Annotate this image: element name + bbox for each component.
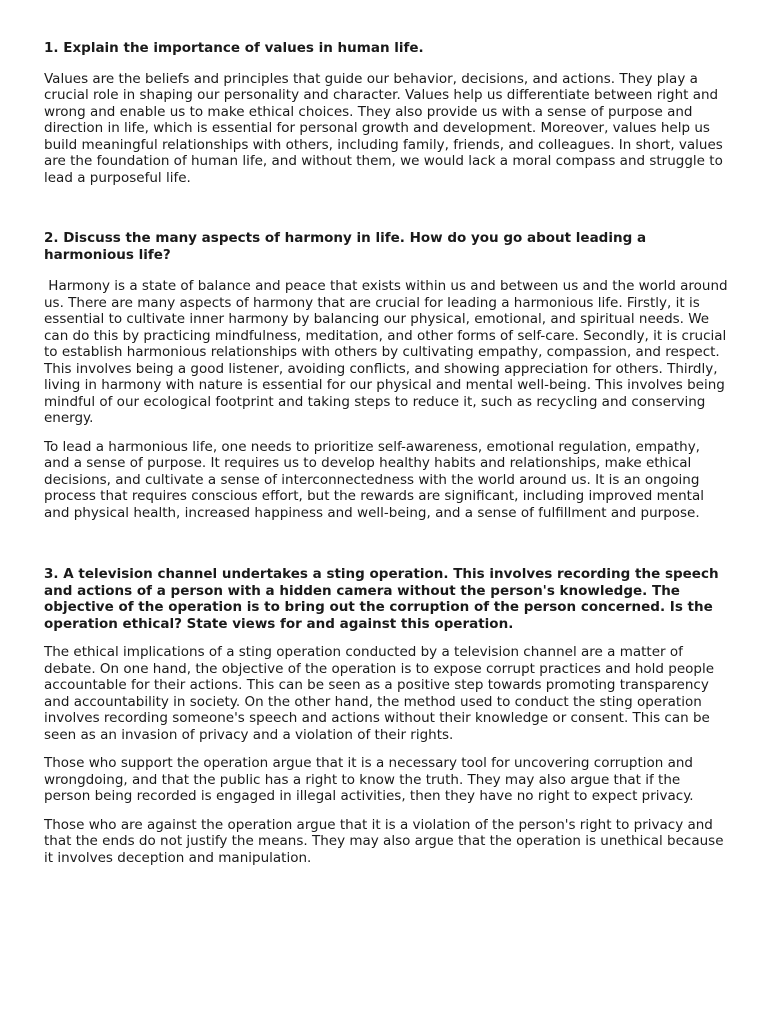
answer-1-paragraph-1: Values are the beliefs and principles that guide our behavior, decisions, and actions. They play a crucial role in shaping our personality and character. Values help us differentiate between right and wrong and enable us to make ethical choices. They also provide us with a sense of purpose and direction in life, which is essential for personal growth and development. Moreover, values help us build meaningful relationships with others, including family, friends, and colleagues. In short, values are the foundation of human life, and without them, we would lack a moral compass and struggle to lead a purposeful life. — [44, 70, 723, 186]
question-1-heading: 1. Explain the importance of values in human life. — [44, 40, 424, 56]
answer-2-paragraph-2: To lead a harmonious life, one needs to prioritize self-awareness, emotional regulation, empathy, and a sense of purpose. It requires us to develop healthy habits and relationships, make ethical decisions, and cultivate a sense of interconnectedness with the world around us. It is an ongoing process that requires conscious effort, but the rewards are significant, including improved mental and physical health, increased happiness and well-being, and a sense of fulfillment and purpose. — [44, 438, 704, 521]
question-2-heading: 2. Discuss the many aspects of harmony in life. How do you go about leading a harmonious life? — [44, 230, 647, 263]
answer-3-paragraph-3: Those who are against the operation argue that it is a violation of the person's right to privacy and that the ends do not justify the means. They may also argue that the operation is unethical because it involves deception and manipulation. — [44, 816, 724, 866]
answer-3-paragraph-2: Those who support the operation argue that it is a necessary tool for uncovering corruption and wrongdoing, and that the public has a right to know the truth. They may also argue that if the person being recorded is engaged in illegal activities, then they have no right to expect privacy. — [44, 755, 694, 804]
document-page — [44, 40, 732, 866]
answer-2-paragraph-1: Harmony is a state of balance and peace that exists within us and between us and the world around us. There are many aspects of harmony that are crucial for leading a harmonious life. Firstly, it is essential to cultivate inner harmony by balancing our physical, emotional, and spiritual needs. We can do this by practicing mindfulness, meditation, and other forms of self-care. Secondly, it is crucial to establish harmonious relationships with others by cultivating empathy, compassion, and respect. This involves being a good listener, avoiding conflicts, and showing appreciation for others. Thirdly, living in harmony with nature is essential for our physical and mental well-being. This involves being mindful of our ecological footprint and taking steps to reduce it, such as recycling and conserving energy. — [44, 278, 732, 426]
answer-3-paragraph-1: The ethical implications of a sting operation conducted by a television channel are a matter of debate. On one hand, the objective of the operation is to expose corrupt practices and hold people accountable for their actions. This can be seen as a positive step towards promoting transparency and accountability in society. On the other hand, the method used to conduct the sting operation involves recording someone's speech and actions without their knowledge or consent. This can be seen as an invasion of privacy and a violation of their rights. — [44, 644, 715, 743]
question-3-heading: 3. A television channel undertakes a sting operation. This involves recording the speech and actions of a person with a hidden camera without the person's knowledge. The objective of the operation is to bring out the corruption of the person concerned. Is the operation ethical? State views for and against this operation. — [44, 566, 719, 632]
